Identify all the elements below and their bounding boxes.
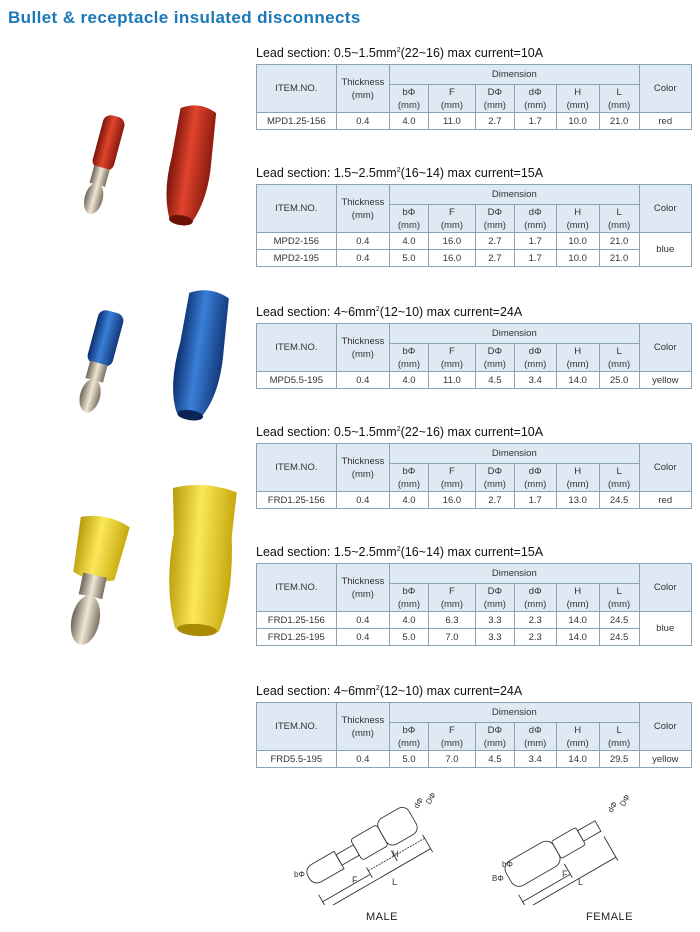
table-cell: 3.4 <box>514 372 556 389</box>
spec-section <box>256 541 692 646</box>
female-dim-d: dΦ <box>605 800 620 814</box>
header-dim-symbol: F <box>449 585 455 597</box>
header-dim-col <box>390 205 429 233</box>
lead-current: (16~14) max current=15A <box>400 166 544 181</box>
header-dim-unit: (mm) <box>483 219 506 231</box>
table-cell: 0.4 <box>336 250 389 267</box>
header-thickness-unit: (mm) <box>351 588 374 600</box>
table-cell: 10.0 <box>556 113 599 130</box>
female-dim-L: L <box>578 877 584 887</box>
header-dim-symbol: DΦ <box>487 585 503 597</box>
lead-current: (12~10) max current=24A <box>379 684 523 699</box>
table-cell: 25.0 <box>599 372 639 389</box>
lead-section-heading <box>256 541 692 559</box>
header-dim-symbol: DΦ <box>487 465 503 477</box>
header-dim-symbol: F <box>449 465 455 477</box>
lead-text: Lead section: 1.5~2.5mm <box>256 166 397 181</box>
header-dim-unit: (mm) <box>440 598 463 610</box>
spec-section <box>256 421 692 509</box>
header-dim-unit: (mm) <box>483 478 506 490</box>
yellow-connector-photo <box>40 480 250 665</box>
lead-text: Lead section: 0.5~1.5mm <box>256 46 397 61</box>
cell-color: red <box>639 113 691 130</box>
header-thickness-unit: (mm) <box>351 209 374 221</box>
table-cell: 4.0 <box>390 492 429 509</box>
table-cell: 29.5 <box>599 751 639 768</box>
header-dim-symbol: dΦ <box>528 86 542 98</box>
cell-item-no: FRD5.5-195 <box>257 751 337 768</box>
blue-connector-photo <box>50 285 240 435</box>
table-cell: 1.7 <box>514 492 556 509</box>
table-cell: 2.7 <box>476 492 515 509</box>
table-cell: 11.0 <box>428 372 475 389</box>
lead-section-heading <box>256 301 692 319</box>
header-color: Color <box>639 65 691 113</box>
spec-table <box>256 323 692 389</box>
lead-text: Lead section: 0.5~1.5mm <box>256 425 397 440</box>
header-item-no: ITEM.NO. <box>257 564 337 612</box>
table-cell: 5.0 <box>390 629 429 646</box>
header-thickness <box>336 65 389 113</box>
lead-section-heading <box>256 421 692 439</box>
table-cell: 0.4 <box>336 372 389 389</box>
header-thickness-label: Thickness <box>341 76 385 88</box>
cell-color: blue <box>639 612 691 646</box>
female-dimension-diagram <box>480 785 650 905</box>
spec-table <box>256 184 692 267</box>
table-cell: 14.0 <box>556 629 599 646</box>
lead-superscript: 2 <box>396 546 401 553</box>
table-cell: 7.0 <box>428 629 475 646</box>
male-dimension-diagram <box>280 785 450 905</box>
table-cell: 24.5 <box>599 492 639 509</box>
spec-section <box>256 162 692 267</box>
header-dim-symbol: H <box>574 86 582 98</box>
header-dim-col <box>390 344 429 372</box>
table-row <box>257 751 692 768</box>
lead-current: (22~16) max current=10A <box>400 46 544 61</box>
spec-table <box>256 563 692 646</box>
header-dim-col <box>428 205 475 233</box>
header-dim-col <box>428 723 475 751</box>
header-dim-col <box>599 205 639 233</box>
header-thickness-unit: (mm) <box>351 89 374 101</box>
header-dim-symbol: dΦ <box>528 206 542 218</box>
cell-item-no: FRD1.25-195 <box>257 629 337 646</box>
table-cell: 7.0 <box>428 751 475 768</box>
header-dim-col <box>428 584 475 612</box>
lead-superscript: 2 <box>396 167 401 174</box>
spec-table <box>256 64 692 130</box>
male-dim-D: DΦ <box>423 790 438 806</box>
table-cell: 16.0 <box>428 492 475 509</box>
male-dim-b: bΦ <box>294 870 305 879</box>
spec-section <box>256 301 692 389</box>
header-dim-unit: (mm) <box>397 99 421 111</box>
lead-section-heading <box>256 680 692 698</box>
male-dim-d: dΦ <box>411 796 426 810</box>
header-item-no: ITEM.NO. <box>257 703 337 751</box>
header-dim-unit: (mm) <box>440 358 463 370</box>
header-dim-symbol: DΦ <box>487 724 503 736</box>
header-dim-unit: (mm) <box>608 219 631 231</box>
header-dim-symbol: H <box>574 585 582 597</box>
header-dim-col <box>599 85 639 113</box>
table-cell: 4.5 <box>476 751 515 768</box>
header-thickness-unit: (mm) <box>351 348 374 360</box>
header-dim-unit: (mm) <box>440 99 463 111</box>
header-item-no: ITEM.NO. <box>257 65 337 113</box>
header-dim-unit: (mm) <box>608 478 631 490</box>
table-cell: 14.0 <box>556 372 599 389</box>
header-thickness-label: Thickness <box>341 575 385 587</box>
header-dim-col <box>556 344 599 372</box>
header-dim-symbol: F <box>449 206 455 218</box>
table-cell: 21.0 <box>599 233 639 250</box>
lead-superscript: 2 <box>396 47 401 54</box>
header-dim-col <box>514 723 556 751</box>
cell-color: yellow <box>639 372 691 389</box>
header-thickness <box>336 444 389 492</box>
header-dim-col <box>514 85 556 113</box>
header-dim-unit: (mm) <box>397 219 421 231</box>
header-color: Color <box>639 444 691 492</box>
header-dim-col <box>599 584 639 612</box>
header-item-no: ITEM.NO. <box>257 185 337 233</box>
header-dim-symbol: L <box>616 206 622 218</box>
spec-section <box>256 680 692 768</box>
header-dim-symbol: DΦ <box>487 86 503 98</box>
female-dim-F: F <box>562 869 568 879</box>
table-cell: 0.4 <box>336 629 389 646</box>
header-dim-col <box>556 464 599 492</box>
header-dim-symbol: F <box>449 724 455 736</box>
header-dim-unit: (mm) <box>608 99 631 111</box>
header-dimension: Dimension <box>390 324 639 344</box>
header-dim-symbol: dΦ <box>528 345 542 357</box>
lead-current: (12~10) max current=24A <box>379 305 523 320</box>
header-dimension: Dimension <box>390 444 639 464</box>
table-cell: 14.0 <box>556 612 599 629</box>
header-dim-col <box>390 85 429 113</box>
page-title: Bullet & receptacle insulated disconnects <box>8 8 361 27</box>
table-cell: 0.4 <box>336 492 389 509</box>
lead-section-heading <box>256 42 692 60</box>
header-dim-col <box>428 344 475 372</box>
header-dim-unit: (mm) <box>566 358 589 370</box>
header-dim-symbol: bΦ <box>402 585 416 597</box>
cell-item-no: MPD1.25-156 <box>257 113 337 130</box>
table-cell: 4.5 <box>476 372 515 389</box>
header-dim-col <box>476 85 515 113</box>
header-dim-unit: (mm) <box>440 219 463 231</box>
header-dimension: Dimension <box>390 564 639 584</box>
header-dim-unit: (mm) <box>483 737 506 749</box>
table-row <box>257 612 692 629</box>
header-dim-unit: (mm) <box>608 358 631 370</box>
header-dim-symbol: bΦ <box>402 206 416 218</box>
header-dim-unit: (mm) <box>524 478 547 490</box>
header-dimension: Dimension <box>390 65 639 85</box>
header-dim-col <box>599 464 639 492</box>
lead-current: (16~14) max current=15A <box>400 545 544 560</box>
header-dim-symbol: L <box>616 585 622 597</box>
header-dim-symbol: dΦ <box>528 585 542 597</box>
header-dim-unit: (mm) <box>397 358 421 370</box>
lead-superscript: 2 <box>375 306 380 313</box>
header-dimension: Dimension <box>390 185 639 205</box>
table-row <box>257 233 692 250</box>
header-dim-col <box>599 344 639 372</box>
cell-item-no: MPD5.5-195 <box>257 372 337 389</box>
header-dim-symbol: H <box>574 206 582 218</box>
table-cell: 10.0 <box>556 233 599 250</box>
table-cell: 14.0 <box>556 751 599 768</box>
header-dim-unit: (mm) <box>566 598 589 610</box>
header-dim-symbol: L <box>616 724 622 736</box>
header-dim-unit: (mm) <box>483 358 506 370</box>
header-dim-col <box>514 205 556 233</box>
header-dim-symbol: L <box>616 86 622 98</box>
table-cell: 2.3 <box>514 612 556 629</box>
male-label: MALE <box>366 911 398 923</box>
header-dim-symbol: dΦ <box>528 724 542 736</box>
lead-superscript: 2 <box>396 426 401 433</box>
table-cell: 2.7 <box>476 233 515 250</box>
header-dim-unit: (mm) <box>397 478 421 490</box>
header-color: Color <box>639 564 691 612</box>
header-dim-col <box>390 723 429 751</box>
table-cell: 1.7 <box>514 233 556 250</box>
header-dim-unit: (mm) <box>440 478 463 490</box>
header-dim-col <box>514 344 556 372</box>
table-cell: 4.0 <box>390 372 429 389</box>
header-thickness-label: Thickness <box>341 455 385 467</box>
lead-text: Lead section: 1.5~2.5mm <box>256 545 397 560</box>
table-row <box>257 629 692 646</box>
table-cell: 3.4 <box>514 751 556 768</box>
lead-text: Lead section: 4~6mm <box>256 305 376 320</box>
table-cell: 5.0 <box>390 751 429 768</box>
table-cell: 24.5 <box>599 629 639 646</box>
header-dim-unit: (mm) <box>524 219 547 231</box>
header-dim-unit: (mm) <box>566 99 589 111</box>
header-thickness <box>336 564 389 612</box>
header-thickness-label: Thickness <box>341 196 385 208</box>
header-dim-symbol: bΦ <box>402 724 416 736</box>
header-dim-symbol: F <box>449 345 455 357</box>
header-dim-unit: (mm) <box>483 99 506 111</box>
table-cell: 10.0 <box>556 250 599 267</box>
header-dim-symbol: bΦ <box>402 345 416 357</box>
table-cell: 24.5 <box>599 612 639 629</box>
header-dim-unit: (mm) <box>608 598 631 610</box>
header-dim-symbol: H <box>574 465 582 477</box>
header-dim-symbol: L <box>616 345 622 357</box>
table-cell: 21.0 <box>599 113 639 130</box>
header-dim-symbol: dΦ <box>528 465 542 477</box>
cell-item-no: MPD2-195 <box>257 250 337 267</box>
header-dim-col <box>514 584 556 612</box>
table-row <box>257 250 692 267</box>
header-thickness <box>336 703 389 751</box>
header-dim-symbol: H <box>574 345 582 357</box>
header-thickness-unit: (mm) <box>351 468 374 480</box>
table-cell: 0.4 <box>336 612 389 629</box>
lead-section-heading <box>256 162 692 180</box>
spec-section <box>256 42 692 130</box>
table-cell: 0.4 <box>336 233 389 250</box>
lead-text: Lead section: 4~6mm <box>256 684 376 699</box>
header-dim-col <box>476 464 515 492</box>
cell-color: blue <box>639 233 691 267</box>
header-dim-col <box>428 464 475 492</box>
female-dim-D: DΦ <box>617 792 632 808</box>
header-dim-col <box>476 723 515 751</box>
header-thickness-unit: (mm) <box>351 727 374 739</box>
header-thickness-label: Thickness <box>341 714 385 726</box>
male-dim-F: F <box>352 875 358 885</box>
red-connector-photo <box>60 100 240 240</box>
header-dim-col <box>476 205 515 233</box>
table-cell: 16.0 <box>428 233 475 250</box>
header-color: Color <box>639 703 691 751</box>
header-dim-unit: (mm) <box>566 737 589 749</box>
table-cell: 5.0 <box>390 250 429 267</box>
header-dim-unit: (mm) <box>566 478 589 490</box>
table-cell: 0.4 <box>336 751 389 768</box>
header-dim-unit: (mm) <box>397 598 421 610</box>
lead-superscript: 2 <box>375 685 380 692</box>
header-dim-unit: (mm) <box>524 358 547 370</box>
header-dim-col <box>556 584 599 612</box>
table-cell: 3.3 <box>476 629 515 646</box>
table-cell: 16.0 <box>428 250 475 267</box>
header-dim-symbol: DΦ <box>487 206 503 218</box>
table-cell: 1.7 <box>514 113 556 130</box>
table-cell: 2.3 <box>514 629 556 646</box>
spec-table <box>256 702 692 768</box>
header-item-no: ITEM.NO. <box>257 324 337 372</box>
header-dim-col <box>556 205 599 233</box>
header-dim-unit: (mm) <box>483 598 506 610</box>
lead-current: (22~16) max current=10A <box>400 425 544 440</box>
spec-table <box>256 443 692 509</box>
header-thickness <box>336 324 389 372</box>
header-dim-col <box>476 584 515 612</box>
header-dim-symbol: bΦ <box>402 86 416 98</box>
header-dim-col <box>599 723 639 751</box>
table-cell: 13.0 <box>556 492 599 509</box>
table-cell: 2.7 <box>476 113 515 130</box>
table-cell: 6.3 <box>428 612 475 629</box>
female-dim-B: BΦ <box>492 874 504 883</box>
cell-color: yellow <box>639 751 691 768</box>
table-cell: 0.4 <box>336 113 389 130</box>
header-dim-col <box>556 723 599 751</box>
male-dim-L: L <box>392 877 398 887</box>
table-row <box>257 372 692 389</box>
header-dim-symbol: DΦ <box>487 345 503 357</box>
header-dim-unit: (mm) <box>524 99 547 111</box>
header-dim-col <box>556 85 599 113</box>
header-thickness <box>336 185 389 233</box>
male-dim-H: H <box>392 849 399 859</box>
table-cell: 4.0 <box>390 612 429 629</box>
header-color: Color <box>639 324 691 372</box>
table-cell: 2.7 <box>476 250 515 267</box>
table-cell: 4.0 <box>390 233 429 250</box>
header-dim-col <box>390 584 429 612</box>
header-dim-unit: (mm) <box>566 219 589 231</box>
header-dim-unit: (mm) <box>524 737 547 749</box>
header-thickness-label: Thickness <box>341 335 385 347</box>
header-item-no: ITEM.NO. <box>257 444 337 492</box>
header-dim-col <box>514 464 556 492</box>
header-dim-col <box>428 85 475 113</box>
header-dim-unit: (mm) <box>397 737 421 749</box>
header-color: Color <box>639 185 691 233</box>
female-dim-b: bΦ <box>502 860 513 869</box>
cell-color: red <box>639 492 691 509</box>
header-dim-unit: (mm) <box>524 598 547 610</box>
header-dim-symbol: F <box>449 86 455 98</box>
header-dim-unit: (mm) <box>608 737 631 749</box>
header-dim-col <box>390 464 429 492</box>
header-dim-symbol: H <box>574 724 582 736</box>
table-cell: 3.3 <box>476 612 515 629</box>
header-dim-symbol: bΦ <box>402 465 416 477</box>
cell-item-no: MPD2-156 <box>257 233 337 250</box>
header-dim-col <box>476 344 515 372</box>
table-cell: 1.7 <box>514 250 556 267</box>
header-dimension: Dimension <box>390 703 639 723</box>
table-cell: 4.0 <box>390 113 429 130</box>
table-row <box>257 492 692 509</box>
cell-item-no: FRD1.25-156 <box>257 492 337 509</box>
header-dim-unit: (mm) <box>440 737 463 749</box>
cell-item-no: FRD1.25-156 <box>257 612 337 629</box>
table-row <box>257 113 692 130</box>
female-label: FEMALE <box>586 911 634 923</box>
header-dim-symbol: L <box>616 465 622 477</box>
table-cell: 21.0 <box>599 250 639 267</box>
table-cell: 11.0 <box>428 113 475 130</box>
